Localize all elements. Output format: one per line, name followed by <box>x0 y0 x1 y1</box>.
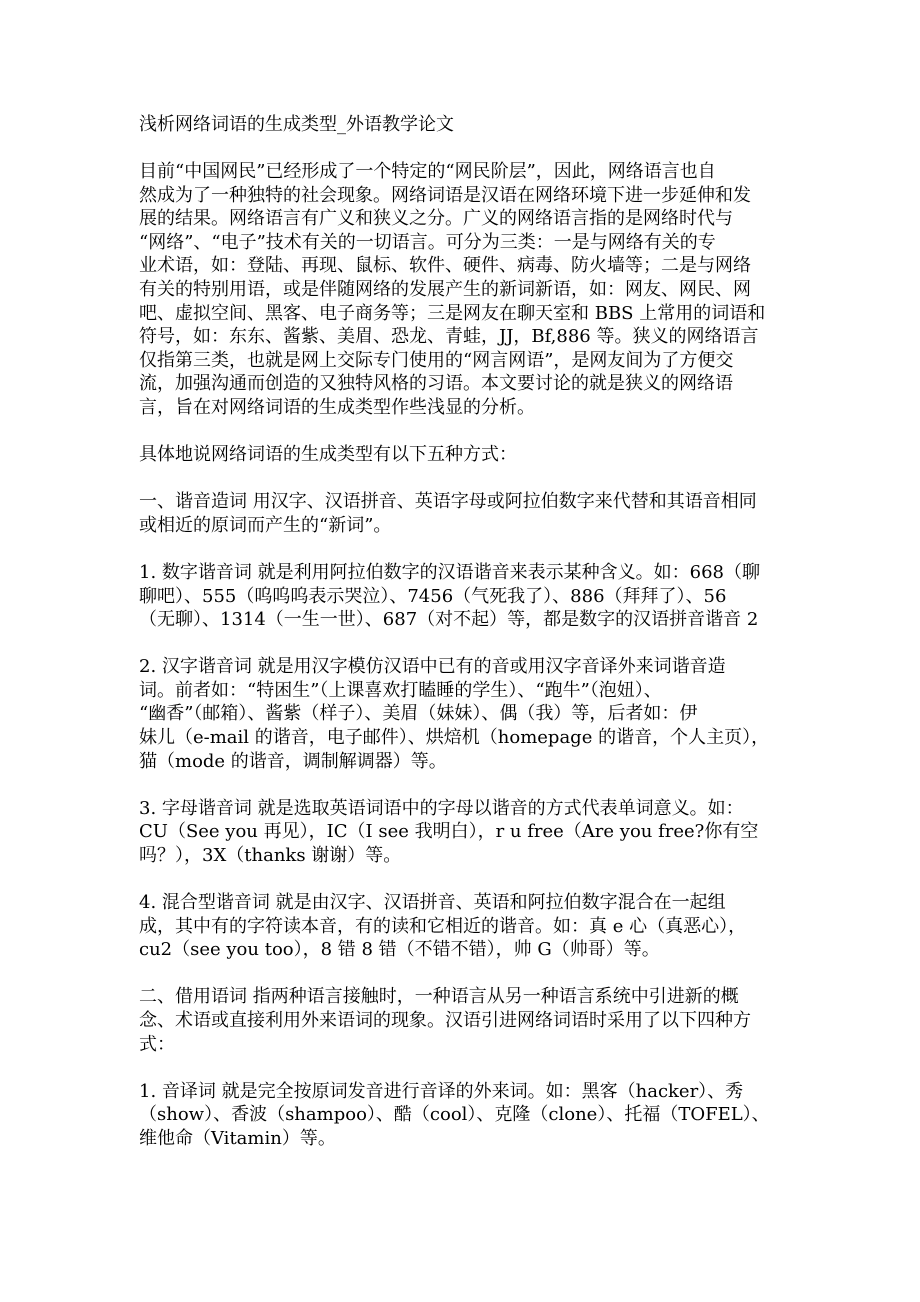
paragraph <box>139 891 799 962</box>
paragraph-line: 妹儿（e-mail 的谐音，电子邮件）、烘焙机（homepage 的谐音，个人主页）， <box>139 727 770 749</box>
paragraph-line: 聊吧）、555（呜呜呜表示哭泣）、7456（气死我了）、886（拜拜了）、56 <box>139 585 727 607</box>
paragraph-line: 成，其中有的字符读本音，有的读和它相近的谐音。如：真 e 心（真恶心）， <box>139 915 747 937</box>
paragraph-line: “幽香”（邮箱）、酱紫（样子）、美眉（妹妹）、偶（我）等，后者如：伊 <box>139 703 698 725</box>
paragraph <box>139 1080 799 1151</box>
paragraph-line: 式： <box>139 1033 175 1055</box>
paragraph-line: 流，加强沟通而创造的又独特风格的习语。本文要讨论的就是狭义的网络语 <box>139 373 733 395</box>
paragraph-line: 二、借用语词 指两种语言接触时，一种语言从另一种语言系统中引进新的概 <box>139 986 739 1008</box>
paragraph-line: 1. 数字谐音词 就是利用阿拉伯数字的汉语谐音来表示某种含义。如：668（聊 <box>139 561 760 583</box>
paragraph-line: 维他命（Vitamin）等。 <box>139 1127 336 1149</box>
paragraph-line: 吧、虚拟空间、黑客、电子商务等；三是网友在聊天室和 BBS 上常用的词语和 <box>139 302 766 324</box>
paragraph-line: 词。前者如：“特困生”（上课喜欢打瞌睡的学生）、“跑牛”（泡妞）、 <box>139 679 662 701</box>
paragraph <box>139 985 799 1056</box>
paragraph <box>139 443 799 467</box>
paragraph-line: 吗？），3X（thanks 谢谢）等。 <box>139 844 402 866</box>
paragraph-line: 3. 字母谐音词 就是选取英语词语中的字母以谐音的方式代表单词意义。如： <box>139 797 744 819</box>
paragraph-line: 业术语，如：登陆、再现、鼠标、软件、硬件、病毒、防火墙等；二是与网络 <box>139 255 751 277</box>
paragraph-line: 猫（mode 的谐音，调制解调器）等。 <box>139 750 447 772</box>
paragraph-line: 符号，如：东东、酱紫、美眉、恐龙、青蛙，JJ，Bf,886 等。狭义的网络语言 <box>139 326 759 348</box>
paragraph-line: CU（See you 再见），IC（I see 我明白），r u free（Are you free?你有空 <box>139 821 759 843</box>
paragraph-line: 仅指第三类，也就是网上交际专门使用的“网言网语”，是网友间为了方便交 <box>139 349 734 371</box>
paragraph <box>139 160 799 419</box>
paragraph-line: cu2（see you too），8 错 8 错（不错不错），帅 G（帅哥）等。 <box>139 939 660 961</box>
paragraph-line: 念、术语或直接利用外来语词的现象。汉语引进网络词语时采用了以下四种方 <box>139 1009 751 1031</box>
paragraph-line: 目前“中国网民”已经形成了一个特定的“网民阶层”，因此，网络语言也自 <box>139 161 716 183</box>
paragraph <box>139 655 799 773</box>
paragraph <box>139 561 799 632</box>
paragraph-line: 一、谐音造词 用汉字、汉语拼音、英语字母或阿拉伯数字来代替和其语音相同 <box>139 491 757 513</box>
paragraph-line: 1. 音译词 就是完全按原词发音进行音译的外来词。如：黑客（hacker）、秀 <box>139 1080 744 1102</box>
paragraph-line: 展的结果。网络语言有广义和狭义之分。广义的网络语言指的是网络时代与 <box>139 208 733 230</box>
document-title <box>139 113 799 137</box>
paragraph-line: 或相近的原词而产生的“新词”。 <box>139 514 392 536</box>
paragraph-line: 具体地说网络词语的生成类型有以下五种方式： <box>139 444 517 466</box>
paragraph-line: 有关的特别用语，或是伴随网络的发展产生的新词新语，如：网友、网民、网 <box>139 279 751 301</box>
paragraph <box>139 797 799 868</box>
paragraph-line: “网络”、“电子”技术有关的一切语言。可分为三类：一是与网络有关的专 <box>139 231 716 253</box>
paragraph-line: 言，旨在对网络词语的生成类型作些浅显的分析。 <box>139 396 535 418</box>
paragraphs <box>139 160 799 1150</box>
title-text: 浅析网络词语的生成类型_外语教学论文 <box>139 114 454 135</box>
paragraph-line: （show）、香波（shampoo）、酷（cool）、克隆（clone）、托福（TOFEL）、 <box>139 1104 770 1126</box>
paragraph <box>139 490 799 537</box>
document-body <box>139 113 799 1174</box>
paragraph-line: （无聊）、1314（一生一世）、687（对不起）等，都是数字的汉语拼音谐音 2 <box>139 609 759 631</box>
paragraph-line: 4. 混合型谐音词 就是由汉字、汉语拼音、英语和阿拉伯数字混合在一起组 <box>139 892 726 914</box>
paragraph-line: 然成为了一种独特的社会现象。网络词语是汉语在网络环境下进一步延伸和发 <box>139 184 751 206</box>
paragraph-line: 2. 汉字谐音词 就是用汉字模仿汉语中已有的音或用汉字音译外来词谐音造 <box>139 656 726 678</box>
